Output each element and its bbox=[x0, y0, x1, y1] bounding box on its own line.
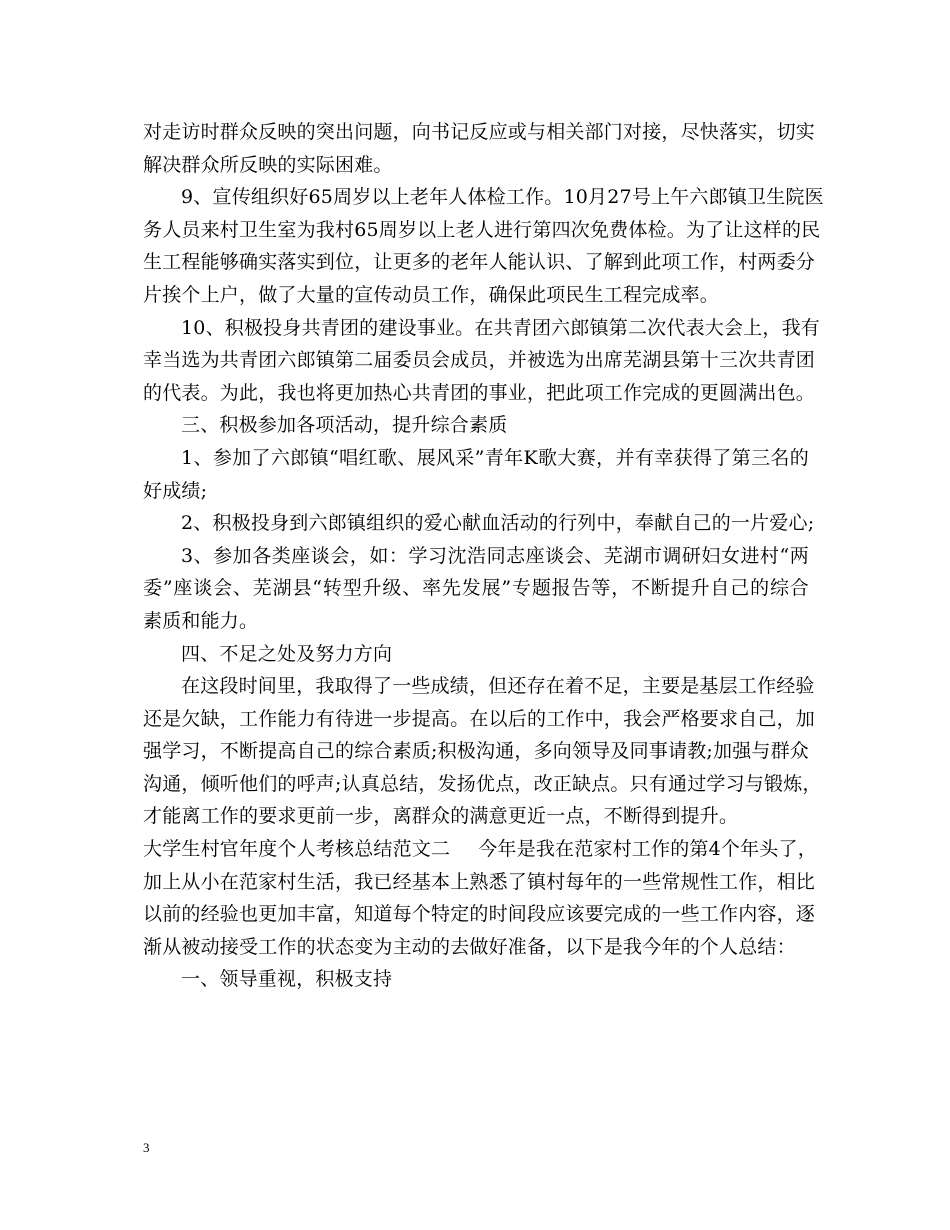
numbered-item-1: 1、参加了六郎镇“唱红歌、展风采”青年K歌大赛，并有幸获得了第三名的 bbox=[181, 446, 809, 469]
article-intro: 今年是我在范家村工作的第4个年头了， bbox=[478, 838, 817, 861]
numbered-item-3: 3、参加各类座谈会，如：学习沈浩同志座谈会、芜湖市调研妇女进村“两 bbox=[181, 544, 809, 567]
body-line: 解决群众所反映的实际困难。 bbox=[143, 153, 393, 176]
body-line: 素质和能力。 bbox=[143, 609, 259, 632]
body-line: 以前的经验也更加丰富，知道每个特定的时间段应该要完成的一些工作内容，逐 bbox=[143, 903, 816, 926]
body-line: 还是欠缺，工作能力有待进一步提高。在以后的工作中，我会严格要求自己，加 bbox=[143, 707, 816, 730]
article-title: 大学生村官年度个人考核总结范文二 bbox=[143, 838, 451, 861]
body-line: 务人员来村卫生室为我村65周岁以上老人进行第四次免费体检。为了让这样的民 bbox=[143, 218, 821, 241]
numbered-item-10: 10、积极投身共青团的建设事业。在共青团六郎镇第二次代表大会上，我有 bbox=[181, 316, 820, 339]
body-line: 好成绩; bbox=[143, 479, 208, 502]
section-heading-3: 三、积极参加各项活动，提升综合素质 bbox=[181, 414, 508, 437]
numbered-item-9: 9、宣传组织好65周岁以上老年人体检工作。10月27号上午六郎镇卫生院医 bbox=[181, 186, 824, 209]
section-heading-4: 四、不足之处及努力方向 bbox=[181, 642, 393, 665]
body-line: 的代表。为此，我也将更加热心共青团的事业，把此项工作完成的更圆满出色。 bbox=[143, 381, 816, 404]
body-line: 渐从被动接受工作的状态变为主动的去做好准备，以下是我今年的个人总结： bbox=[143, 935, 796, 958]
document-body bbox=[143, 116, 824, 996]
body-line: 对走访时群众反映的突出问题，向书记反应或与相关部门对接，尽快落实，切实 bbox=[143, 121, 816, 143]
numbered-item-2: 2、积极投身到六郎镇组织的爱心献血活动的行列中，奉献自己的一片爱心; bbox=[181, 512, 815, 535]
section-heading-1: 一、领导重视，积极支持 bbox=[181, 968, 393, 991]
body-line: 才能离工作的要求更前一步，离群众的满意更近一点，不断得到提升。 bbox=[143, 805, 739, 828]
body-line: 生工程能够确实落实到位，让更多的老年人能认识、了解到此项工作，村两委分 bbox=[143, 251, 816, 274]
body-line: 沟通，倾听他们的呼声;认真总结，发扬优点，改正缺点。只有通过学习与锻炼， bbox=[143, 772, 822, 795]
body-line: 委”座谈会、芜湖县“转型升级、率先发展”专题报告等，不断提升自己的综合 bbox=[143, 577, 809, 600]
body-line: 强学习，不断提高自己的综合素质;积极沟通，多向领导及同事请教;加强与群众 bbox=[143, 740, 810, 763]
body-line: 幸当选为共青团六郎镇第二届委员会成员，并被选为出席芜湖县第十三次共青团 bbox=[143, 349, 816, 372]
article-title-line bbox=[143, 833, 817, 866]
page-number: 3 bbox=[143, 1140, 150, 1155]
body-line: 在这段时间里，我取得了一些成绩，但还存在着不足，主要是基层工作经验 bbox=[181, 675, 815, 698]
body-line: 加上从小在范家村生活，我已经基本上熟悉了镇村每年的一些常规性工作，相比 bbox=[143, 870, 816, 893]
body-line: 片挨个上户，做了大量的宣传动员工作，确保此项民生工程完成率。 bbox=[143, 283, 720, 306]
